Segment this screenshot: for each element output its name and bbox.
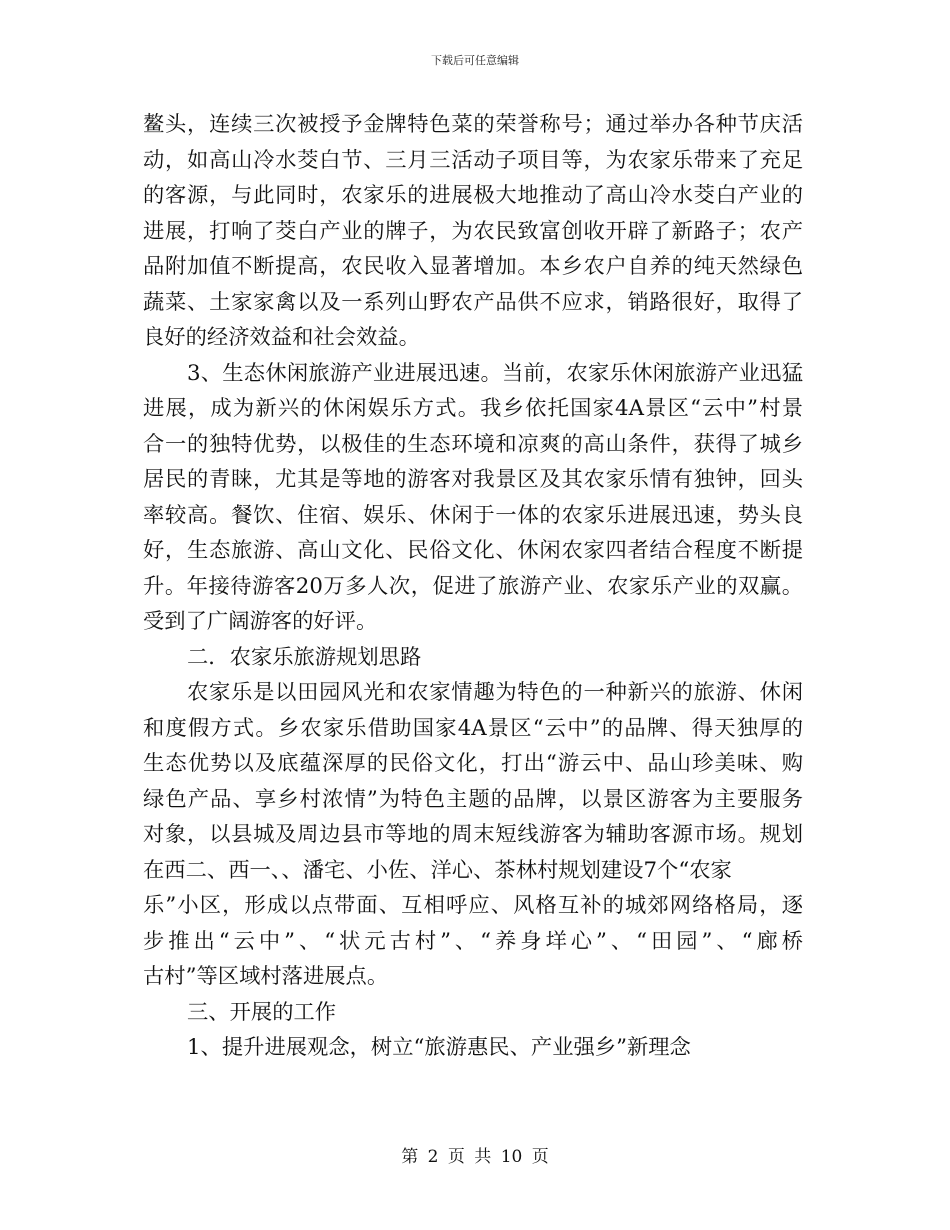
page-number: 第 2 页 共 10 页: [401, 1147, 549, 1167]
paragraph-continuation: [143, 107, 803, 356]
paragraph-eco-tourism: [143, 356, 803, 640]
text-line: 率较高。餐饮、住宿、娱乐、休闲于一体的农家乐进展迅速，势头良: [143, 502, 803, 528]
text-line: 对象，以县城及周边县市等地的周末短线游客为辅助客源市场。规划: [143, 822, 803, 847]
text-line: 进展，打响了茭白产业的牌子，为农民致富创收开辟了新路子；农产: [143, 218, 803, 244]
text-line: 绿色产品、享乡村浓情”为特色主题的品牌，以景区游客为主要服务: [143, 786, 803, 812]
text-line: 生态优势以及底蕴深厚的民俗文化，打出“游云中、品山珍美味、购: [143, 751, 803, 776]
text-line: 在西二、西一、、潘宅、小佐、洋心、茶林村规划建设7个“农家: [143, 857, 732, 883]
text-line: 古村”等区域村落进展点。: [143, 964, 389, 989]
text-line: 合一的独特优势，以极佳的生态环境和凉爽的高山条件，获得了城乡: [143, 431, 803, 457]
text-line: 鳌头，连续三次被授予金牌特色菜的荣誉称号；通过举办各种节庆活: [143, 112, 803, 137]
text-line: 3、生态休闲旅游产业进展迅速。当前，农家乐休闲旅游产业迅猛: [187, 360, 803, 386]
page-header: [0, 54, 950, 68]
heading-line: 三、开展的工作: [187, 999, 337, 1025]
text-line: 升。年接待游客20万多人次，促进了旅游产业、农家乐产业的双赢。: [143, 573, 803, 599]
page-footer: [0, 1146, 950, 1168]
text-line: 1、提升进展观念，树立“旅游惠民、产业强乡”新理念: [187, 1035, 691, 1060]
text-line: 好，生态旅游、高山文化、民俗文化、休闲农家四者结合程度不断提: [143, 538, 803, 563]
section-heading-2: [143, 640, 803, 676]
text-line: 的客源，与此同时，农家乐的进展极大地推动了高山冷水茭白产业的: [143, 183, 803, 208]
paragraph-work-item-1: [143, 1030, 803, 1066]
text-line: 和度假方式。乡农家乐借助国家4A景区“云中”的品牌、得天独厚的: [143, 715, 803, 741]
text-line: 进展，成为新兴的休闲娱乐方式。我乡依托国家4A景区“云中”村景: [143, 396, 803, 421]
text-line: 居民的青睐，尤其是等地的游客对我景区及其农家乐情有独钟，回头: [143, 467, 803, 492]
paragraph-planning: [143, 675, 803, 995]
text-line: 品附加值不断提高，农民收入显著增加。本乡农户自养的纯天然绿色: [143, 254, 803, 279]
document-body: [143, 107, 803, 1066]
text-line: 蔬菜、土家家禽以及一系列山野农产品供不应求，销路很好，取得了: [143, 289, 803, 315]
text-line: 农家乐是以田园风光和农家情趣为特色的一种新兴的旅游、休闲: [187, 680, 803, 705]
text-line: 乐”小区，形成以点带面、互相呼应、风格互补的城郊网络格局，逐: [143, 893, 803, 918]
heading-line: 二．农家乐旅游规划思路: [187, 644, 422, 670]
text-line: 动，如高山冷水茭白节、三月三活动子项目等，为农家乐带来了充足: [143, 147, 803, 173]
header-note: 下载后可任意编辑: [431, 54, 519, 67]
section-heading-3: [143, 995, 803, 1031]
text-line: 受到了广阔游客的好评。: [143, 609, 378, 634]
text-line: 良好的经济效益和社会效益。: [143, 325, 420, 350]
text-line: 步推出“云中”、“状元古村”、“养身垟心”、“田园”、“廊桥: [143, 928, 803, 954]
